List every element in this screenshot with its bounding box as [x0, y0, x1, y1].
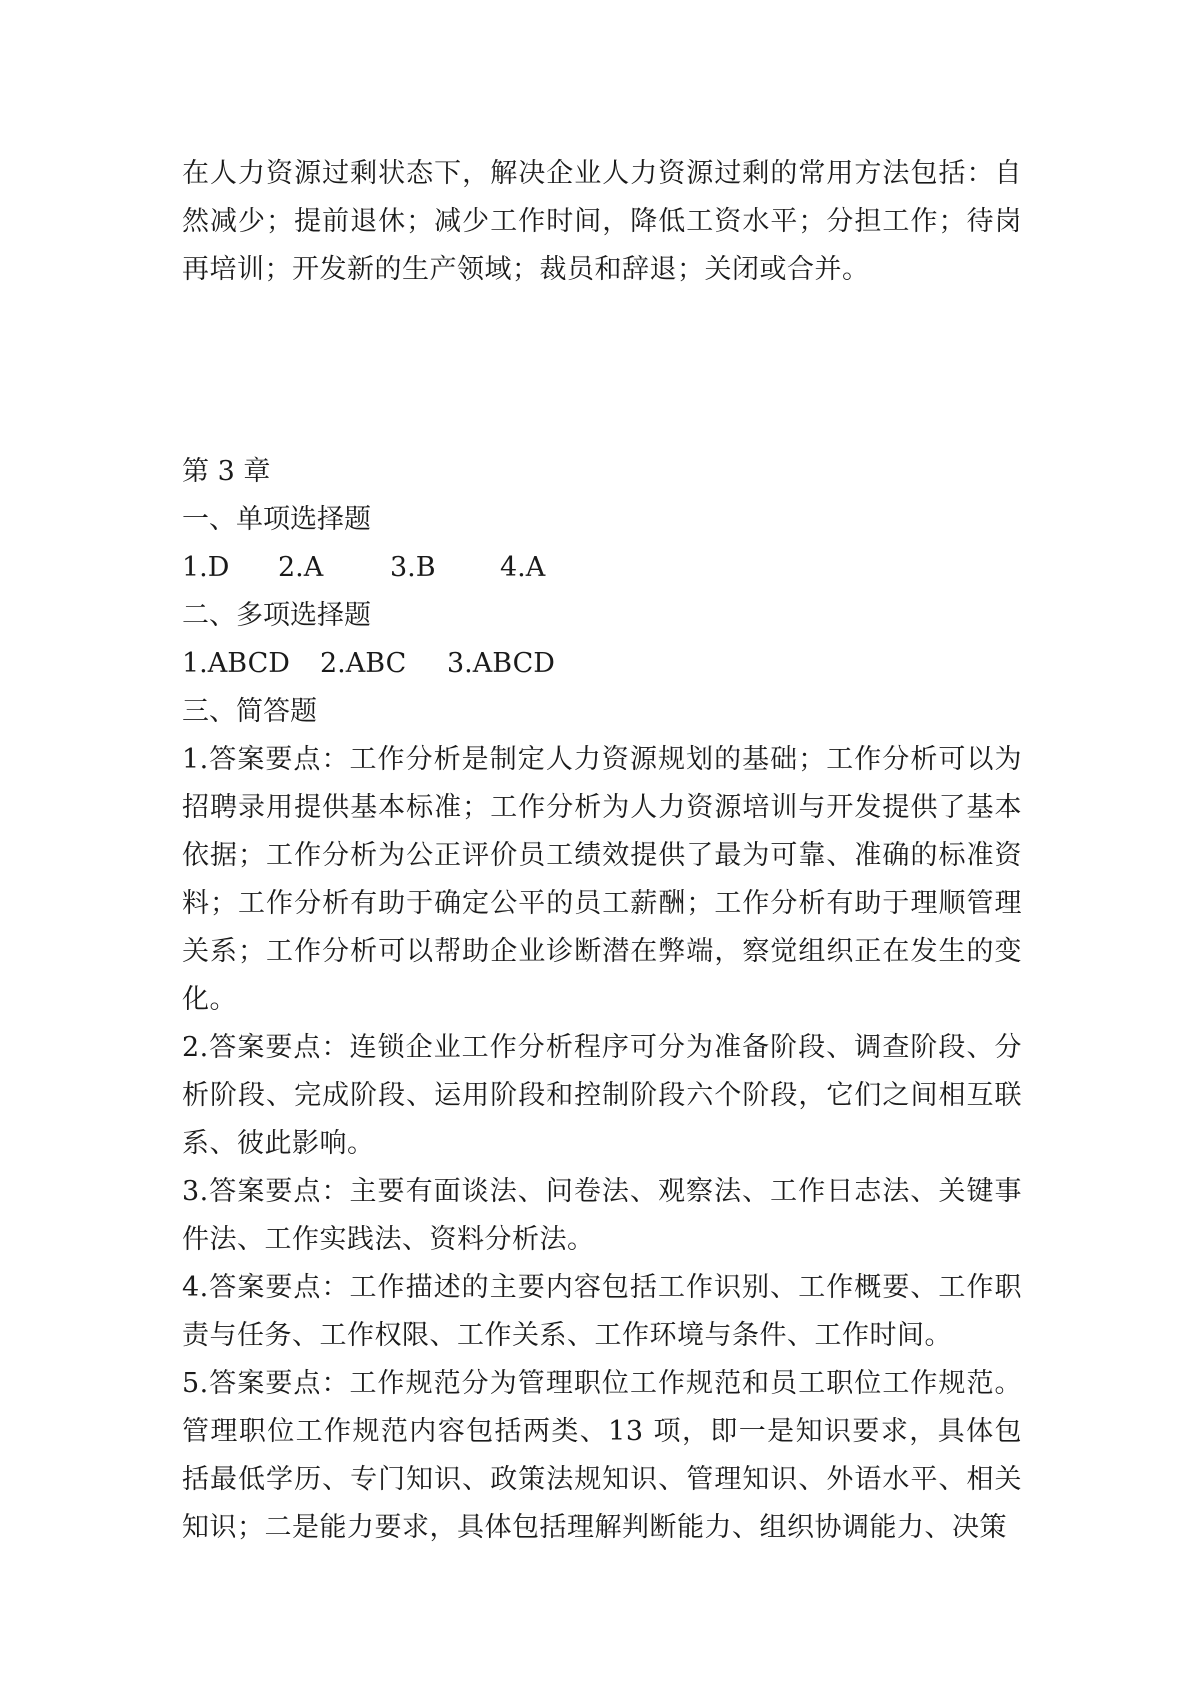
- document-page: [182, 150, 1022, 1552]
- single-choice-heading: 一、单项选择题: [182, 504, 371, 535]
- multiple-choice-answer: 2.ABC: [320, 648, 407, 679]
- single-choice-answer: 4.A: [500, 552, 546, 583]
- section-gap: [182, 294, 1022, 448]
- short-answer-item-4: 4.答案要点：工作描述的主要内容包括工作识别、工作概要、工作职责与任务、工作权限、工作关系、工作环境与条件、工作时间。: [182, 1272, 1022, 1351]
- multiple-choice-answers: [182, 640, 1022, 688]
- multiple-choice-heading: 二、多项选择题: [182, 600, 371, 631]
- short-answer-item-3: 3.答案要点：主要有面谈法、问卷法、观察法、工作日志法、关键事件法、工作实践法、资料分析法。: [182, 1176, 1022, 1255]
- short-answer-item-5: 5.答案要点：工作规范分为管理职位工作规范和员工职位工作规范。管理职位工作规范内容包括两类、13 项，即一是知识要求，具体包括最低学历、专门知识、政策法规知识、管理知识、外语水平、相关知识；二是能力要求，具体包括理解判断能力、组织协调能力、决策: [182, 1368, 1022, 1543]
- single-choice-answers: [182, 544, 1022, 592]
- short-answer-heading: 三、简答题: [182, 696, 317, 727]
- short-answer-item-1: 1.答案要点：工作分析是制定人力资源规划的基础；工作分析可以为招聘录用提供基本标准；工作分析为人力资源培训与开发提供了基本依据；工作分析为公正评价员工绩效提供了最为可靠、准确的标准资料；工作分析有助于确定公平的员工薪酬；工作分析有助于理顺管理关系；工作分析可以帮助企业诊断潜在弊端，察觉组织正在发生的变化。: [182, 744, 1022, 1015]
- single-choice-answer: 3.B: [390, 552, 436, 583]
- multiple-choice-answer: 3.ABCD: [447, 648, 555, 679]
- single-choice-answer: 2.A: [278, 552, 324, 583]
- chapter-title: 第 3 章: [182, 456, 271, 487]
- single-choice-answer: 1.D: [182, 552, 230, 583]
- short-answer-item-2: 2.答案要点：连锁企业工作分析程序可分为准备阶段、调查阶段、分析阶段、完成阶段、运用阶段和控制阶段六个阶段，它们之间相互联系、彼此影响。: [182, 1032, 1022, 1159]
- intro-paragraph: 在人力资源过剩状态下，解决企业人力资源过剩的常用方法包括：自然减少；提前退休；减少工作时间，降低工资水平；分担工作；待岗再培训；开发新的生产领域；裁员和辞退；关闭或合并。: [182, 158, 1022, 285]
- multiple-choice-answer: 1.ABCD: [182, 648, 290, 679]
